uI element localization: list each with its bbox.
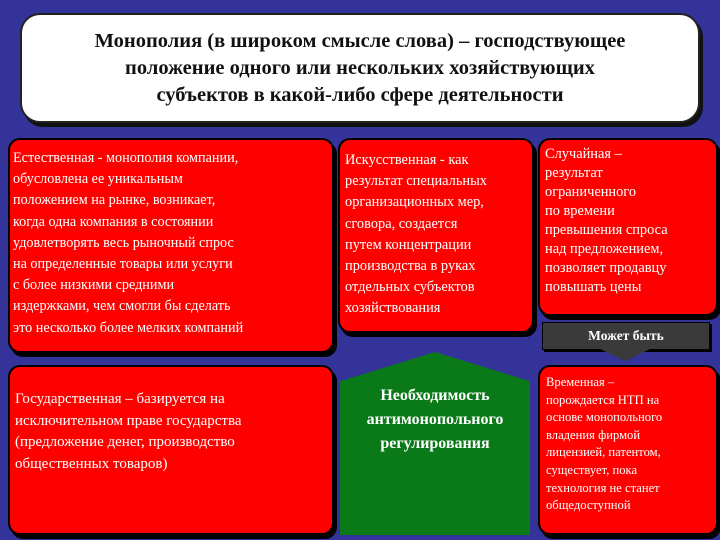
state-monopoly-box: Государственная – базируется на исключительном праве государства (предложение денег, производство общественных товаров) bbox=[8, 365, 334, 535]
main-definition-title: Монополия (в широком смысле слова) – господствующее положение одного или нескольких хозяйствующих субъектов в какой-либо сфере деятельности bbox=[20, 13, 700, 123]
natural-monopoly-box: Естественная - монополия компании, обусловлена ее уникальным положением на рынке, возникает, когда одна компания в состоянии удовлетворять весь рыночный спрос на определенные товары или услуги с более низкими средними издержками, чем смогли бы сделать это несколько более мелких компаний bbox=[8, 138, 334, 353]
may-be-label: Может быть bbox=[542, 322, 710, 350]
random-monopoly-box: Случайная – результат ограниченного по времени превышения спроса над предложением, позволяет продавцу повышать цены bbox=[538, 138, 718, 316]
down-arrow-icon bbox=[600, 349, 650, 361]
antimonopoly-regulation-label: Необходимость антимонопольного регулирования bbox=[366, 387, 504, 452]
artificial-monopoly-box: Искусственная - как результат специальных организационных мер, сговора, создается путем концентрации производства в руках отдельных субъектов хозяйствования bbox=[338, 138, 534, 333]
temporary-monopoly-box: Временная – порождается НТП на основе монопольного владения фирмой лицензией, патентом, существует, пока технология не станет общедоступной bbox=[538, 365, 718, 535]
